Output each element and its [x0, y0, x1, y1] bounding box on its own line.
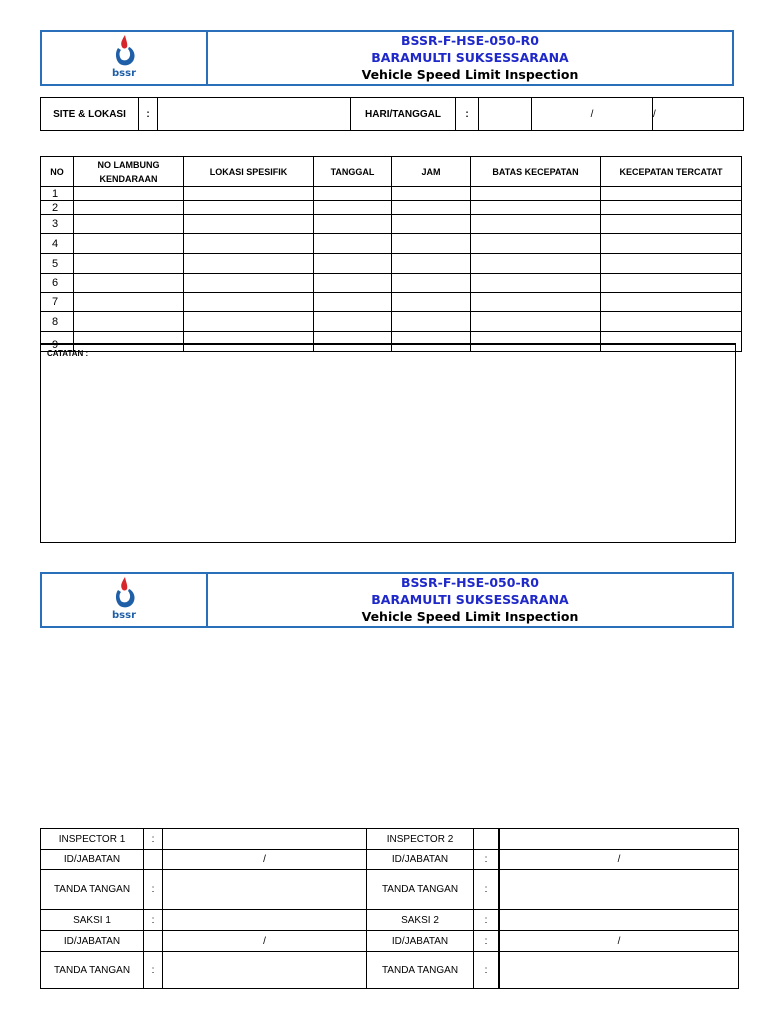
table-header-row: [41, 157, 742, 187]
id-jabatan-label-1: ID/JABATAN: [41, 850, 144, 870]
cell[interactable]: [392, 274, 471, 293]
saksi1-label: SAKSI 1: [41, 910, 144, 931]
tanda-tangan-label-1: TANDA TANGAN: [41, 870, 144, 910]
inspector1-input[interactable]: [163, 829, 367, 850]
site-colon: :: [139, 98, 158, 131]
id-jabatan-input-2[interactable]: /: [499, 850, 739, 870]
cell[interactable]: [74, 215, 184, 234]
doc-code: BSSR-F-HSE-050-R0: [401, 33, 539, 48]
colon: :: [474, 910, 500, 931]
sig-row-id-saksi: [41, 931, 739, 952]
sig-row-saksi: [41, 910, 739, 931]
vehicle-table-wrapper: [40, 156, 737, 351]
colon: :: [474, 931, 500, 952]
cell[interactable]: [392, 201, 471, 215]
cell[interactable]: [601, 215, 742, 234]
cell[interactable]: [601, 234, 742, 254]
id-jabatan-input-1[interactable]: /: [163, 850, 367, 870]
row-number: 7: [41, 293, 74, 312]
cell[interactable]: [471, 254, 601, 274]
date-label: HARI/TANGGAL: [351, 98, 456, 131]
site-label: SITE & LOKASI: [41, 98, 139, 131]
form-header-bottom: [40, 572, 734, 628]
cell[interactable]: [184, 215, 314, 234]
cell[interactable]: [314, 215, 392, 234]
cell[interactable]: [601, 293, 742, 312]
cell[interactable]: [601, 312, 742, 332]
col-header-lokasi: LOKASI SPESIFIK: [184, 157, 314, 187]
cell[interactable]: [471, 312, 601, 332]
cell[interactable]: [601, 254, 742, 274]
bssr-logo-icon: [114, 576, 136, 610]
id-jabatan-label-3: ID/JABATAN: [41, 931, 144, 952]
cell[interactable]: [74, 274, 184, 293]
signature-table: [40, 828, 739, 989]
col-header-kecepatan: KECEPATAN TERCATAT: [601, 157, 742, 187]
cell[interactable]: [184, 293, 314, 312]
cell[interactable]: [601, 201, 742, 215]
table-row: [41, 215, 742, 234]
cell[interactable]: [184, 312, 314, 332]
tanda-tangan-label-2: TANDA TANGAN: [367, 870, 474, 910]
saksi2-input[interactable]: [499, 910, 739, 931]
cell[interactable]: [184, 274, 314, 293]
company-logo: [42, 574, 208, 626]
tanda-tangan-input-2[interactable]: [499, 870, 739, 910]
cell[interactable]: [471, 187, 601, 201]
cell[interactable]: [74, 201, 184, 215]
header-titles: [208, 32, 732, 84]
cell[interactable]: [314, 312, 392, 332]
header-titles: [208, 574, 732, 626]
cell[interactable]: [314, 254, 392, 274]
tanda-tangan-input-4[interactable]: [499, 952, 739, 989]
colon-empty: [474, 829, 500, 850]
cell[interactable]: [392, 293, 471, 312]
saksi1-input[interactable]: [163, 910, 367, 931]
sig-row-tanda-saksi: [41, 952, 739, 989]
row-number: 8: [41, 312, 74, 332]
colon: :: [474, 870, 500, 910]
notes-box[interactable]: [40, 343, 736, 543]
cell[interactable]: [471, 234, 601, 254]
cell[interactable]: [601, 274, 742, 293]
cell[interactable]: [314, 234, 392, 254]
tanda-tangan-label-4: TANDA TANGAN: [367, 952, 474, 989]
table-row: [41, 293, 742, 312]
date-slash-2[interactable]: /: [653, 98, 744, 131]
cell[interactable]: [74, 234, 184, 254]
cell[interactable]: [184, 201, 314, 215]
id-jabatan-label-4: ID/JABATAN: [367, 931, 474, 952]
cell[interactable]: [392, 234, 471, 254]
colon: :: [144, 829, 163, 850]
id-jabatan-input-4[interactable]: /: [499, 931, 739, 952]
logo-text: bssr: [112, 68, 136, 79]
colon-empty: [144, 931, 163, 952]
cell[interactable]: [184, 234, 314, 254]
inspector2-input[interactable]: [499, 829, 739, 850]
site-date-row: [41, 98, 744, 131]
date-colon: :: [456, 98, 479, 131]
sig-row-inspector: [41, 829, 739, 850]
day-input[interactable]: [479, 98, 532, 131]
row-number: 6: [41, 274, 74, 293]
tanda-tangan-input-1[interactable]: [163, 870, 367, 910]
logo-text: bssr: [112, 610, 136, 621]
table-row: [41, 201, 742, 215]
colon-empty: [144, 850, 163, 870]
colon: :: [474, 952, 500, 989]
tanda-tangan-label-3: TANDA TANGAN: [41, 952, 144, 989]
cell[interactable]: [314, 201, 392, 215]
company-name: BARAMULTI SUKSESSARANA: [371, 50, 569, 65]
colon: :: [144, 952, 163, 989]
col-header-no: NO: [41, 157, 74, 187]
cell[interactable]: [392, 312, 471, 332]
cell[interactable]: [471, 215, 601, 234]
site-input[interactable]: [158, 98, 351, 131]
inspector2-label: INSPECTOR 2: [367, 829, 474, 850]
colon: :: [144, 870, 163, 910]
row-number: 4: [41, 234, 74, 254]
site-date-table: [40, 97, 744, 131]
cell[interactable]: [74, 312, 184, 332]
table-row: [41, 234, 742, 254]
cell[interactable]: [392, 254, 471, 274]
row-number: 9: [41, 332, 74, 352]
cell[interactable]: [471, 201, 601, 215]
cell[interactable]: [314, 274, 392, 293]
colon: :: [474, 850, 500, 870]
row-number: 3: [41, 215, 74, 234]
company-name: BARAMULTI SUKSESSARANA: [371, 592, 569, 607]
cell[interactable]: [74, 187, 184, 201]
row-number: 1: [41, 187, 74, 201]
col-header-batas: BATAS KECEPATAN: [471, 157, 601, 187]
cell[interactable]: [392, 187, 471, 201]
sig-row-id: [41, 850, 739, 870]
cell[interactable]: [471, 293, 601, 312]
cell[interactable]: [184, 254, 314, 274]
sig-row-tanda: [41, 870, 739, 910]
table-row: [41, 187, 742, 201]
date-slash-1[interactable]: /: [532, 98, 653, 131]
colon: :: [144, 910, 163, 931]
notes-label: CATATAN :: [47, 349, 89, 358]
id-jabatan-input-3[interactable]: /: [163, 931, 367, 952]
row-number: 5: [41, 254, 74, 274]
vehicle-speed-table: [40, 156, 742, 352]
cell[interactable]: [74, 293, 184, 312]
table-row: [41, 274, 742, 293]
cell[interactable]: [74, 254, 184, 274]
id-jabatan-label-2: ID/JABATAN: [367, 850, 474, 870]
bssr-logo-icon: [114, 34, 136, 68]
col-header-jam: JAM: [392, 157, 471, 187]
cell[interactable]: [471, 274, 601, 293]
table-row: [41, 312, 742, 332]
cell[interactable]: [314, 187, 392, 201]
cell[interactable]: [601, 187, 742, 201]
saksi2-label: SAKSI 2: [367, 910, 474, 931]
form-title: Vehicle Speed Limit Inspection: [361, 609, 579, 624]
doc-code: BSSR-F-HSE-050-R0: [401, 575, 539, 590]
row-number: 2: [41, 201, 74, 215]
col-header-no-lambung: NO LAMBUNG KENDARAAN: [74, 157, 184, 187]
inspector1-label: INSPECTOR 1: [41, 829, 144, 850]
col-header-tanggal: TANGGAL: [314, 157, 392, 187]
form-title: Vehicle Speed Limit Inspection: [361, 67, 579, 82]
form-header-top: [40, 30, 734, 86]
table-row: [41, 254, 742, 274]
cell[interactable]: [184, 187, 314, 201]
cell[interactable]: [314, 293, 392, 312]
tanda-tangan-input-3[interactable]: [163, 952, 367, 989]
company-logo: [42, 32, 208, 84]
cell[interactable]: [392, 215, 471, 234]
